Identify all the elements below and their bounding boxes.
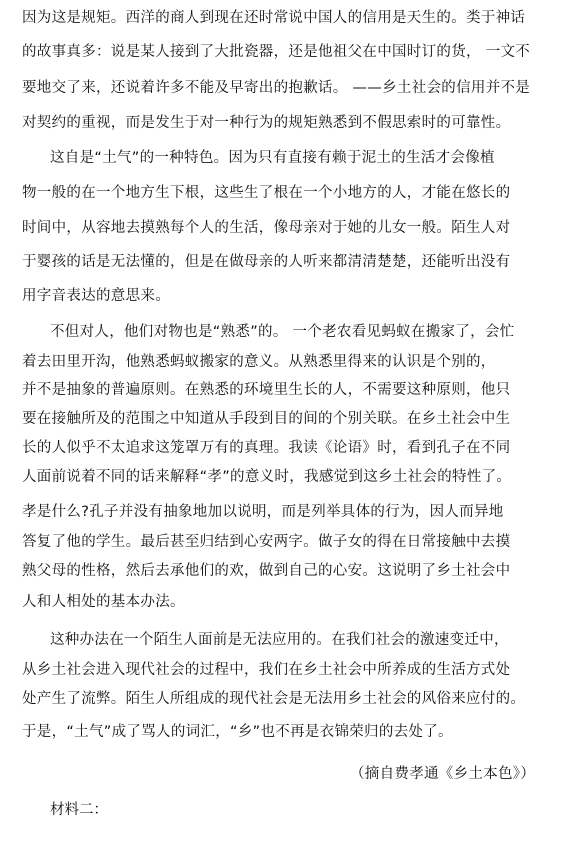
text-line: 因为这是规矩。西洋的商人到现在还时常说中国人的信用是天生的。类于神话 — [22, 10, 526, 26]
text-line: 不但对人，他们对物也是“熟悉”的。 一个老农看见蚂蚁在搬家了，会忙 — [50, 324, 515, 340]
text-line: 要在接触所及的范围之中知道从手段到目的间的个别关联。在乡土社会中生 — [22, 411, 511, 427]
text-line: 时间中，从容地去摸熟每个人的生活，像母亲对于她的儿女一般。陌生人对 — [22, 220, 511, 236]
text-line: 并不是抽象的普遍原则。在熟悉的环境里生长的人，不需要这种原则，他只 — [22, 382, 511, 398]
source-citation: （摘自费孝通《乡土本色》） — [350, 766, 536, 782]
text-line: 人面前说着不同的话来解释“孝”的意义时，我感觉到这乡土社会的特性了。 — [22, 469, 512, 485]
text-line: 熟父母的性格，然后去承他们的欢，做到自己的心安。这说明了乡土社会中 — [22, 563, 511, 579]
text-line: 用字音表达的意思来。 — [22, 288, 170, 304]
text-line: 对契约的重视，而是发生于对一种行为的规矩熟悉到不假思索时的可靠性。 — [22, 115, 511, 131]
text-line: 于婴孩的话是无法懂的，但是在做母亲的人听来都清清楚楚，还能听出没有 — [22, 254, 511, 270]
text-line: 人和人相处的基本办法。 — [22, 594, 185, 610]
text-line: 孝是什么?孔子并没有抽象地加以说明，而是列举具体的行为，因人而异地 — [22, 504, 504, 520]
text-line: 从乡土社会进入现代社会的过程中，我们在乡土社会中所养成的生活方式处 — [22, 662, 511, 678]
text-line: 这种办法在一个陌生人面前是无法应用的。在我们社会的激速变迁中， — [50, 632, 509, 648]
text-line: 着去田里开沟，他熟悉蚂蚁搬家的意义。从熟悉里得来的认识是个别的， — [22, 354, 496, 370]
text-line: 答复了他的学生。最后甚至归结到心安两字。做子女的得在日常接触中去摸 — [22, 534, 511, 550]
text-line: 长的人似乎不太追求这笼罩万有的真理。我读《论语》时，看到孔子在不同 — [22, 440, 511, 456]
text-line: 处产生了流弊。陌生人所组成的现代社会是无法用乡土社会的风俗来应付的。 — [22, 691, 526, 707]
section-heading: 材料二： — [50, 802, 108, 818]
text-line: 于是，“土气”成了骂人的词汇，“乡”也不再是衣锦荣归的去处了。 — [22, 724, 453, 740]
text-line: 这自是“土气”的一种特色。因为只有直接有赖于泥土的生活才会像植 — [50, 150, 495, 166]
text-line: 要地交了来，还说着许多不能及早寄出的抱歉话。 ——乡土社会的信用并不是 — [22, 80, 531, 96]
text-line: 的故事真多：说是某人接到了大批瓷器，还是他祖父在中国时订的货， 一文不 — [22, 44, 531, 60]
text-line: 物一般的在一个地方生下根，这些生了根在一个小地方的人，才能在悠长的 — [22, 185, 511, 201]
